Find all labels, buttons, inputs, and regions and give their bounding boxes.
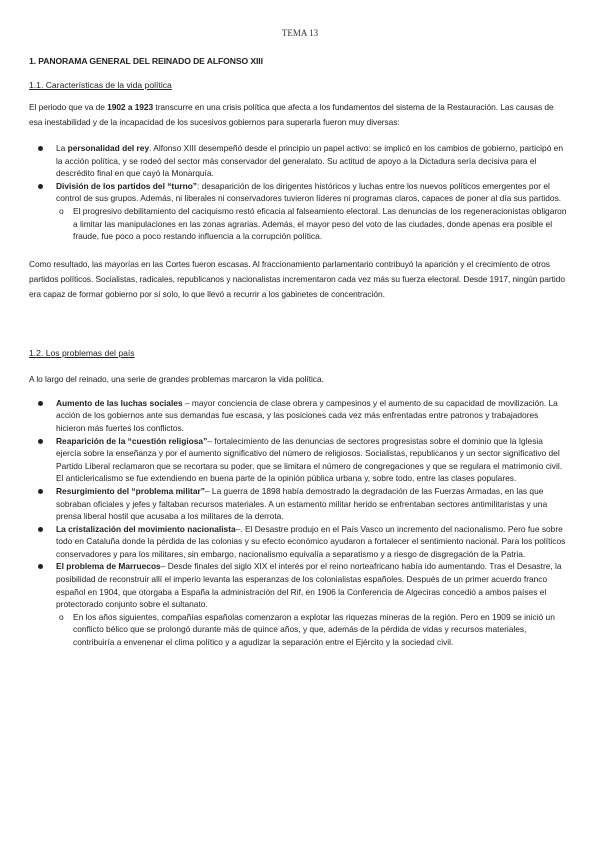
- section-1-1-sublist: [29, 205, 569, 243]
- page-header: TEMA 13: [281, 28, 319, 38]
- list-item: Aumento de las luchas sociales – mayor conciencia de clase obrera y campesinos y el aumento de su capacidad de movilización. La acción de los gobiernos ante sus demandas fue escasa, y las posiciones cada vez más enfrentadas entre patronos y trabajadores hicieron más fuertes los conflictos.: [32, 397, 569, 435]
- hollow-bullet-icon: o: [59, 205, 64, 216]
- list-item: Resurgimiento del “problema militar”– La guerra de 1898 había demostrado la degradación de las Fuerzas Armadas, en las que sobraban oficiales y jefes y faltaban recursos materiales. A un estamento militar herido se enfrentaban sectores antimilitaristas y una prensa liberal hostil que acusaba a los militares de la derrota.: [32, 485, 569, 523]
- section-1-2-intro: A lo largo del reinado, una serie de grandes problemas marcaron la vida política.: [29, 373, 324, 384]
- section-heading-1-1: 1.1. Características de la vida política: [29, 80, 172, 90]
- section-1-1-list: [29, 142, 569, 205]
- sub-list-item: o En los años siguientes, compañías españolas comenzaron a explotar las riquezas mineras de la región. Pero en 1909 se inició un conflicto bélico que se prolongó durante más de quince años, y que, además de la pérdida de vidas y recursos materiales, contribuiría a envenenar el clima político y a agudizar la separación entre el Ejército y la sociedad civil.: [59, 611, 555, 648]
- list-item: División de los partidos del “turno”: desaparición de los dirigentes históricos y luchas entre los nuevos políticos emergentes por el control de sus grupos. Además, ni liberales ni conservadores tuvieron líderes ni programas claros, capaces de poner al día sus partidos.: [32, 180, 569, 205]
- section-1-1-intro: El periodo que va de 1902 a 1923 transcurre en una crisis política que afecta a los fundamentos del sistema de la Restauración. Las causas de esa inestabilidad y de la incapacidad de los sucesivos gobiernos para superarla fueron muy diversas:: [29, 102, 554, 127]
- list-item: La personalidad del rey. Alfonso XIII desempeñó desde el principio un papel activo: se implicó en los cambios de gobierno, participó en la acción política, y se rodeó del sector más conservador del generalato. Su actitud de apoyo a la Dictadura sería decisiva para el descrédito final en que cayó la Monarquía.: [32, 142, 569, 180]
- section-1-2-list: [29, 397, 569, 611]
- section-1-1-conclusion: Como resultado, las mayorías en las Cortes fueron escasas. Al fraccionamiento parlamentario contribuyó la aparición y el crecimiento de otros partidos políticos. Socialistas, radicales, republicanos y nacionalistas incrementaron cada vez más su fuerza electoral. Desde 1917, ningún partido era capaz de formar gobierno por sí solo, lo que llevó a recurrir a los gabinetes de concentración.: [29, 258, 565, 299]
- list-item: Reaparición de la “cuestión religiosa”– fortalecimiento de las denuncias de sectores progresistas sobre el dominio que la Iglesia ejercía sobre la enseñanza y por el aumento significativo del número de religiosos. Socialistas, republicanos y un sector significativo del Partido Liberal reclamaron que se recortara su poder, que se limitara el número de congregaciones y que se regulara el matrimonio civil. El anticlericalismo se fue extendiendo en buena parte de la opinión pública urbana y, sobre todo, entre las clases populares.: [32, 435, 569, 485]
- list-item: El problema de Marruecos– Desde finales del siglo XIX el interés por el reino norteafricano había ido aumentando. Tras el Desastre, la posibilidad de reconstruir allí el imperio levanta las esperanzas de los colonialistas españoles. Después de un primer acuerdo franco español en 1904, que otorgaba a España la administración del Rif, en 1906 la Conferencia de Algeciras concedió a ambos países el protectorado conjunto sobre el sultanato.: [32, 560, 569, 610]
- sub-list-item: o El progresivo debilitamiento del caciquismo restó eficacia al falseamiento electoral. Las denuncias de los regeneracionistas obligaron a limitar las manipulaciones en las zonas agrarias. Además, el mayor peso del voto de las ciudades, donde apenas era posible el fraude, fue poco a poco restando influencia a la corrupción política.: [59, 205, 567, 242]
- section-1-2-sublist: [29, 611, 569, 649]
- list-item: La cristalización del movimiento nacionalista–. El Desastre produjo en el País Vasco un incremento del nacionalismo. Pero fue sobre todo en Cataluña donde la pérdida de las colonias y su efecto económico ayudaron a fortalecer el sentimiento nacional. Para los políticos conservadores y para los militares, sin embargo, nacionalismo equivalía a separatismo y a riesgo de disgregación de la Patria.: [32, 523, 569, 561]
- document-title: 1. PANORAMA GENERAL DEL REINADO DE ALFONSO XIII: [29, 56, 263, 66]
- document-body: [29, 56, 569, 649]
- section-heading-1-2: 1.2. Los problemas del país: [29, 347, 135, 358]
- hollow-bullet-icon: o: [59, 611, 64, 622]
